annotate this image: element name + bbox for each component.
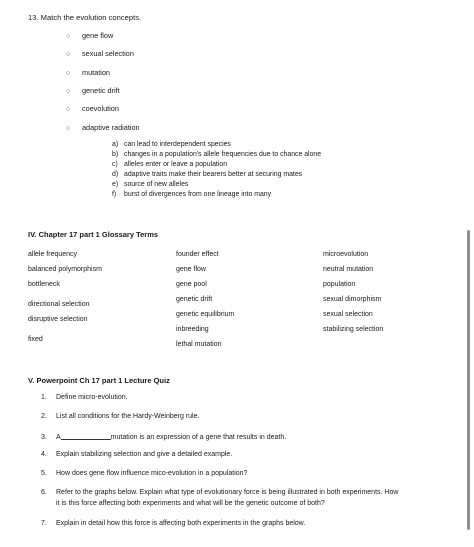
quiz-item: 3. A mutation is an expression of a gene that results in death. [41,434,287,441]
answer-blank[interactable] [61,432,111,440]
question-13-title: 13. Match the evolution concepts. [28,13,142,22]
glossary-term: allele frequency [28,251,78,258]
definition-item: c) alleles enter or leave a population [112,161,228,168]
concept-item: ○ genetic drift [66,86,120,95]
definition-item: b) changes in a population's allele frequencies due to chance alone [112,151,322,158]
glossary-term: stabilizing selection [323,326,384,333]
quiz-item: 1. Define micro-evolution. [41,394,128,401]
concept-item: ○ gene flow [66,31,114,40]
glossary-term: inbreeding [176,326,209,333]
circle-bullet-icon: ○ [66,88,71,95]
glossary-term: population [323,281,356,288]
glossary-term: gene pool [176,281,207,288]
glossary-term: disruptive selection [28,316,88,323]
concept-item: ○ adaptive radiation [66,123,140,132]
circle-bullet-icon: ○ [66,33,71,40]
quiz-heading: V. Powerpoint Ch 17 part 1 Lecture Quiz [28,376,170,385]
quiz-item: 6. Refer to the graphs below. Explain what type of evolutionary force is being illustrated in both experiments. How [41,489,399,496]
circle-bullet-icon: ○ [66,125,71,132]
glossary-term: lethal mutation [176,341,222,348]
scrollbar[interactable] [467,230,470,530]
glossary-term: genetic drift [176,296,213,303]
definition-item: e) source of new alleles [112,181,189,188]
quiz-item: 2. List all conditions for the Hardy-Weinberg rule. [41,413,200,420]
quiz-item-continuation: it is this force affecting both experiments and what will be the genetic outcome of both? [56,500,325,507]
definition-item: a) can lead to interdependent species [112,141,231,148]
concept-item: ○ sexual selection [66,49,134,58]
definition-item: d) adaptive traits make their bearers better at securing mates [112,171,303,178]
concept-item: ○ mutation [66,68,110,77]
concept-item: ○ coevolution [66,104,119,113]
glossary-term: microevolution [323,251,369,258]
glossary-term: sexual dimorphism [323,296,382,303]
glossary-term: gene flow [176,266,206,273]
glossary-term: genetic equilibrium [176,311,235,318]
glossary-heading: IV. Chapter 17 part 1 Glossary Terms [28,230,159,239]
circle-bullet-icon: ○ [66,70,71,77]
circle-bullet-icon: ○ [66,106,71,113]
glossary-term: founder effect [176,251,219,258]
glossary-term: fixed [28,336,43,343]
glossary-term: sexual selection [323,311,373,318]
glossary-term: directional selection [28,301,90,308]
circle-bullet-icon: ○ [66,51,71,58]
definition-item: f) burst of divergences from one lineage into many [112,191,272,198]
quiz-item: 4. Explain stabilizing selection and give a detailed example. [41,451,233,458]
quiz-item: 5. How does gene flow influence mico-evolution in a population? [41,470,248,477]
glossary-term: balanced polymorphism [28,266,102,273]
quiz-item: 7. Explain in detail how this force is affecting both experiments in the graphs below. [41,520,306,527]
glossary-term: neutral mutation [323,266,374,273]
glossary-term: bottleneck [28,281,60,288]
